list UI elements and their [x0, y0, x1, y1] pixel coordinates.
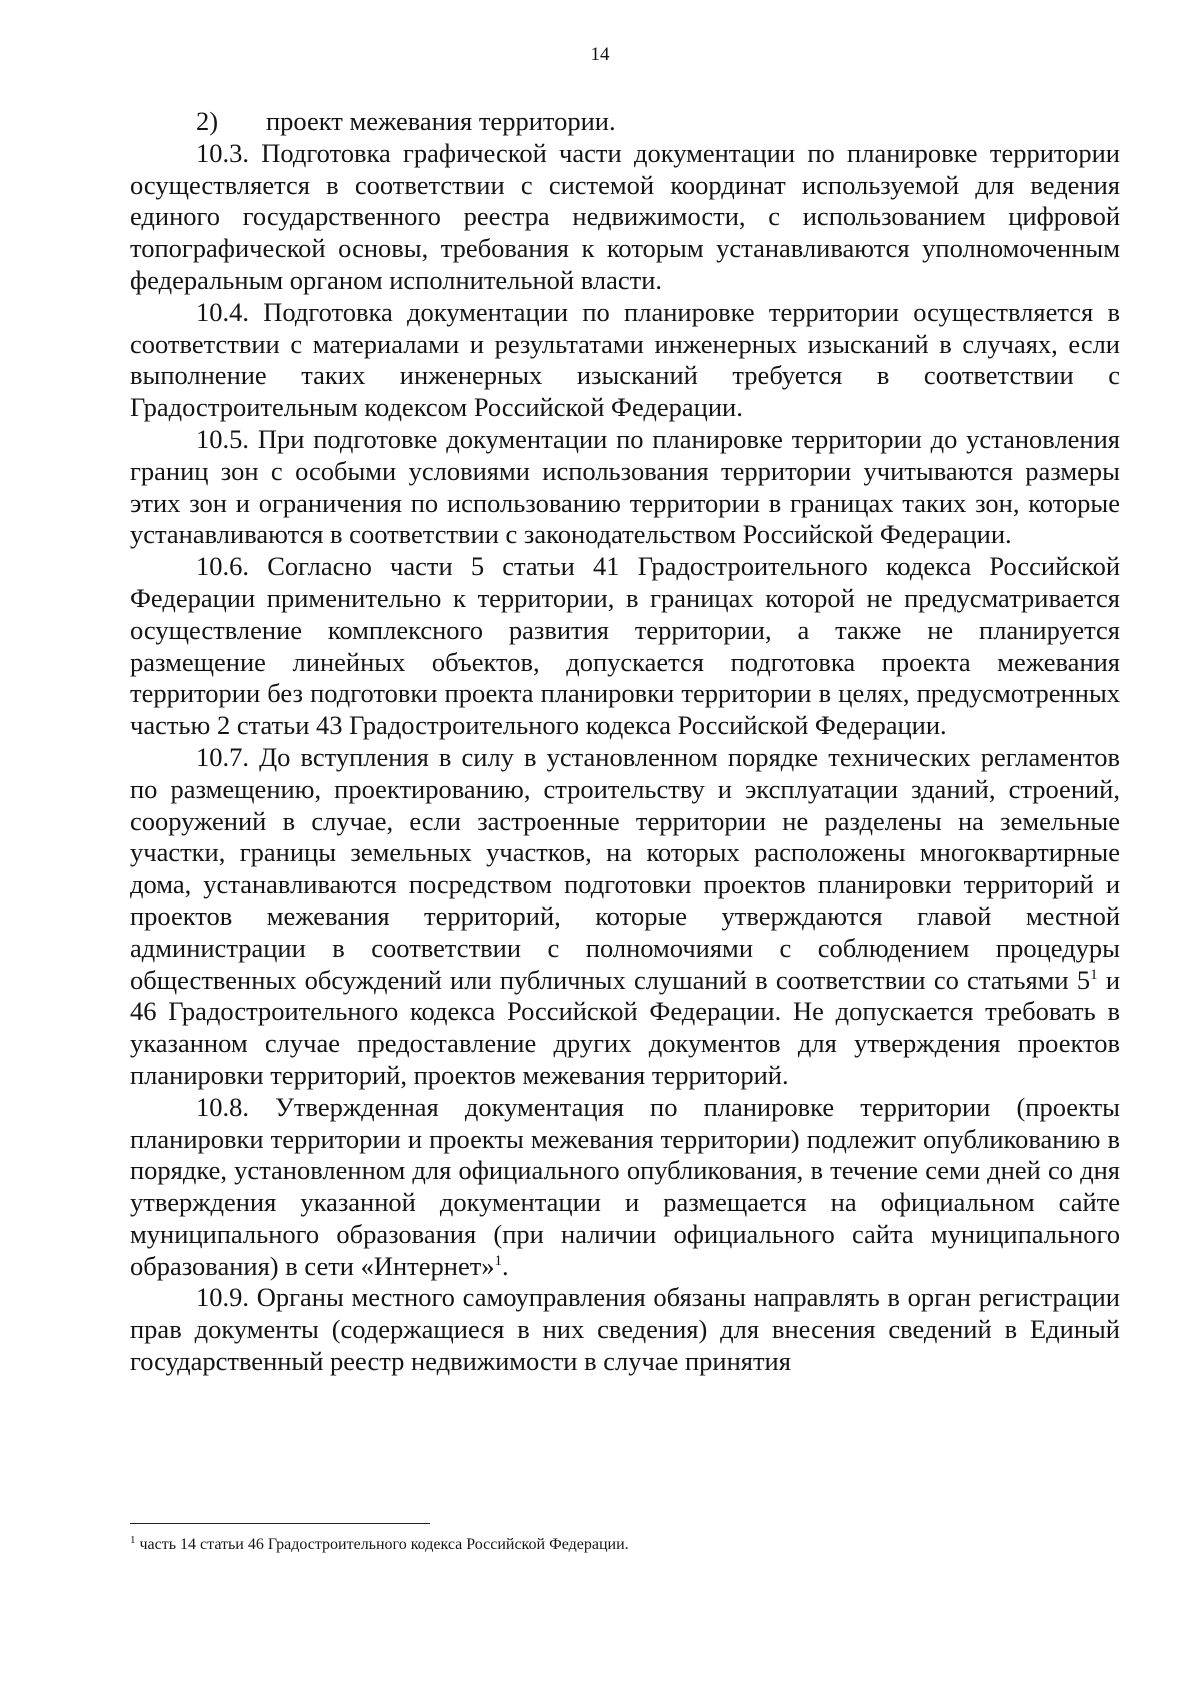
- paragraph-10-7-text-end: и 46 Градостроительного кодекса Российской Федерации. Не допускается требовать в указанном случае предоставление других документов для утверждения проектов планировки территорий, проектов межевания территорий.: [130, 964, 1121, 1090]
- paragraph-10-7-text-start: 10.7. До вступления в силу в установленном порядке технических регламентов по размещению, проектированию, строительству и эксплуатации зданий, строений, сооружений в случае, если застроенные территории не разделены на земельные участки, границы земельных участков, на которых расположены многоквартирные дома, устанавливаются посредством подготовки проектов планировки территорий и проектов межевания территорий, которые утверждаются главой местной администрации в соответствии с полномочиями с соблюдением процедуры общественных обсуждений или публичных слушаний в соответствии со статьями 5: [130, 741, 1120, 995]
- footnote: [130, 1535, 1120, 1555]
- paragraph-10-5: 10.5. При подготовке документации по планировке территории до установления границ зон с особыми условиями использования территории учитываются размеры этих зон и ограничения по использованию территории в границах таких зон, которые устанавливаются в соответствии с законодательством Российской Федерации.: [130, 423, 1120, 550]
- paragraph-10-6: 10.6. Согласно части 5 статьи 41 Градостроительного кодекса Российской Федерации применительно к территории, в границах которой не предусматривается осуществление комплексного развития территории, а также не планируется размещение линейных объектов, допускается подготовка проекта межевания территории без подготовки проекта планировки территории в целях, предусмотренных частью 2 статьи 43 Градостроительного кодекса Российской Федерации.: [130, 551, 1120, 741]
- paragraph-10-4: 10.4. Подготовка документации по планировке территории осуществляется в соответствии с материалами и результатами инженерных изысканий в случаях, если выполнение таких инженерных изысканий требуется в соответствии с Градостроительным кодексом Российской Федерации.: [130, 296, 1120, 423]
- paragraph-10-8: [130, 1092, 1120, 1283]
- paragraph-10-8-text-end: .: [502, 1250, 509, 1281]
- paragraph-10-9: 10.9. Органы местного самоуправления обязаны направлять в орган регистрации прав документы (содержащиеся в них сведения) для внесения сведений в Единый государственный реестр недвижимости в случае принятия: [130, 1282, 1120, 1377]
- document-body: [130, 106, 1120, 1378]
- footnote-marker: 1: [130, 1533, 136, 1546]
- list-item-number: 2): [196, 106, 219, 136]
- paragraph-10-8-text-start: 10.8. Утвержденная документация по планировке территории (проекты планировки территории и проекты межевания территории) подлежит опубликованию в порядке, установленном для официального опубликования, в течение семи дней со дня утверждения указанной документации и размещается на официальном сайте муниципального образования (при наличии официального сайта муниципального образования) в сети «Интернет»: [130, 1091, 1120, 1281]
- list-item-text: проект межевания территории.: [266, 106, 616, 136]
- footnote-separator: [130, 1523, 430, 1524]
- footnote-text: часть 14 статьи 46 Градостроительного кодекса Российской Федерации.: [139, 1536, 629, 1553]
- footnote-reference: 1: [1090, 966, 1098, 983]
- page-number: 14: [590, 44, 610, 65]
- paragraph-10-7: [130, 742, 1120, 1092]
- paragraph-10-3: 10.3. Подготовка графической части документации по планировке территории осуществляется в соответствии с системой координат используемой для ведения единого государственного реестра недвижимости, с использованием цифровой топографической основы, требования к которым устанавливаются уполномоченным федеральным органом исполнительной власти.: [130, 137, 1120, 295]
- footnote-reference: 1: [494, 1252, 503, 1269]
- list-item-2: [130, 106, 1120, 138]
